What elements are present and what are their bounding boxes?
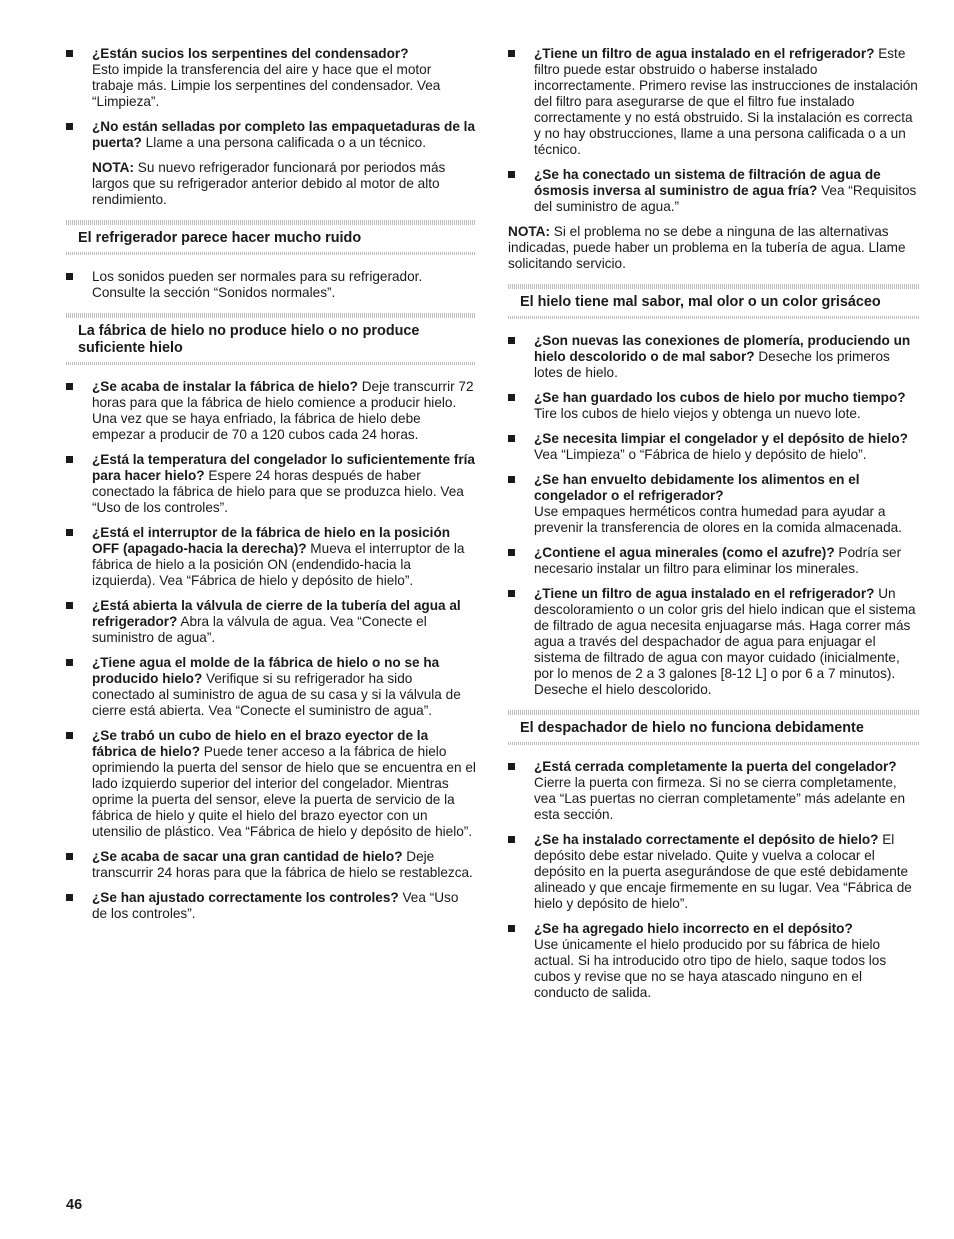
bullet-square-icon <box>66 273 73 280</box>
item-answer: Podría ser necesario instalar un filtro para eliminar los minerales. <box>534 545 902 576</box>
section-heading-block <box>508 284 920 319</box>
bullet-square-icon <box>508 50 515 57</box>
page-number: 46 <box>66 1197 83 1213</box>
item-answer: Vea “Uso de los controles”. <box>92 890 459 921</box>
bullet-item <box>508 390 920 422</box>
bullet-square-icon <box>508 337 515 344</box>
bullet-square-icon <box>66 659 73 666</box>
bullet-item <box>66 890 476 922</box>
item-answer: Llame a una persona calificada o a un técnico. <box>141 135 427 150</box>
bullet-item <box>66 655 476 719</box>
item-question: ¿No están selladas por completo las empaquetaduras de la puerta? <box>92 119 476 150</box>
item-question: ¿Están sucios los serpentines del condensador? <box>92 46 409 61</box>
item-answer: Este filtro puede estar obstruido o haberse instalado incorrectamente. Primero revise las instrucciones de instalación del filtro para asegurarse de que el filtro fue instalado correctamente y no está obstruido. Si la instalación es correcta y no hay obstrucciones, llame a una persona calificada o a un técnico. <box>534 46 918 157</box>
bullet-square-icon <box>66 383 73 390</box>
item-question: ¿Son nuevas las conexiones de plomería, produciendo un hielo descolorido o de mal sabor? <box>534 333 911 364</box>
bullet-square-icon <box>66 894 73 901</box>
bullet-square-icon <box>508 763 515 770</box>
note-label: NOTA: <box>92 160 135 175</box>
bullet-square-icon <box>508 549 515 556</box>
item-answer: Verifique si su refrigerador ha sido conectado al suministro de agua de su casa y si la válvula de cierre está abierta. Vea “Conecte el suministro de agua”. <box>92 671 461 718</box>
item-answer: Use empaques herméticos contra humedad para ayudar a prevenir la transferencia de olores en la comida almacenada. <box>534 504 902 535</box>
item-question: ¿Se han envuelto debidamente los alimentos en el congelador o el refrigerador? <box>534 472 860 503</box>
bullet-item <box>508 472 920 536</box>
item-answer: Abra la válvula de agua. Vea “Conecte el suministro de agua”. <box>92 614 427 645</box>
item-question: ¿Se necesita limpiar el congelador y el depósito de hielo? <box>534 431 908 446</box>
bullet-item <box>508 167 920 215</box>
item-answer: Tire los cubos de hielo viejos y obtenga un nuevo lote. <box>534 406 861 421</box>
bullet-item <box>66 598 476 646</box>
bullet-item <box>66 728 476 840</box>
bullet-square-icon <box>66 602 73 609</box>
bullet-item <box>508 333 920 381</box>
note-label: NOTA: <box>508 224 551 239</box>
bullet-square-icon <box>508 171 515 178</box>
section-heading-block <box>66 220 476 255</box>
item-question: ¿Se han ajustado correctamente los controles? <box>92 890 399 905</box>
bullet-square-icon <box>66 529 73 536</box>
item-answer: El depósito debe estar nivelado. Quite y vuelva a colocar el depósito en la puerta asegurándose de que esté debidamente alineado y que encaje firmemente en su lugar. Vea “Fábrica de hielo y depósito de hielo”. <box>534 832 912 911</box>
item-question: ¿Tiene un filtro de agua instalado en el refrigerador? <box>534 46 875 61</box>
bullet-square-icon <box>66 456 73 463</box>
bullet-item <box>508 586 920 698</box>
bullet-item <box>66 46 476 110</box>
item-answer: Cierre la puerta con firmeza. Si no se cierra completamente, vea “Las puertas no cierran completamente” más adelante en esta sección. <box>534 775 906 822</box>
section-heading: El hielo tiene mal sabor, mal olor o un color grisáceo <box>520 294 881 310</box>
bullet-square-icon <box>508 590 515 597</box>
item-answer: Mueva el interruptor de la fábrica de hielo a la posición ON (endendido-hacia la izquierda). Vea “Fábrica de hielo y depósito de hielo”. <box>92 541 465 588</box>
section-rule-bottom <box>66 252 476 255</box>
item-answer: Vea “Limpieza” o “Fábrica de hielo y depósito de hielo”. <box>534 447 867 462</box>
item-question: ¿Se ha instalado correctamente el depósito de hielo? <box>534 832 879 847</box>
item-answer: Los sonidos pueden ser normales para su refrigerador. Consulte la sección “Sonidos normales”. <box>92 269 423 300</box>
bullet-item <box>66 269 476 301</box>
bullet-square-icon <box>508 435 515 442</box>
section-rule-bottom <box>66 362 476 365</box>
section-heading-block <box>508 710 920 745</box>
item-answer: Espere 24 horas después de haber conectado la fábrica de hielo para que se produzca hielo. Vea “Uso de los controles”. <box>92 468 464 515</box>
item-answer: Deseche los primeros lotes de hielo. <box>534 349 890 380</box>
bullet-square-icon <box>508 476 515 483</box>
item-answer: Puede tener acceso a la fábrica de hielo oprimiendo la puerta del sensor de hielo que se encuentra en el lado izquierdo superior del interior del congelador. Mientras oprime la puerta del sensor, eleve la puerta de servicio de la fábrica de hielo y quite el hielo del brazo eyector con un utensilio de plástico. Vea “Fábrica de hielo y depósito de hielo”. <box>92 744 476 839</box>
item-question: ¿Está cerrada completamente la puerta del congelador? <box>534 759 897 774</box>
bullet-item <box>66 525 476 589</box>
section-heading-block <box>66 313 476 365</box>
bullet-square-icon <box>66 123 73 130</box>
bullet-item <box>508 545 920 577</box>
bullet-item <box>508 431 920 463</box>
item-question: ¿Está el interruptor de la fábrica de hielo en la posición OFF (apagado-hacia la derecha)? <box>92 525 451 556</box>
section-rule-bottom <box>508 742 920 745</box>
bullet-item <box>66 452 476 516</box>
bullet-square-icon <box>66 853 73 860</box>
item-question: ¿Se ha agregado hielo incorrecto en el depósito? <box>534 921 853 936</box>
bullet-item <box>66 119 476 151</box>
item-question: ¿Se acaba de sacar una gran cantidad de hielo? <box>92 849 403 864</box>
note-paragraph <box>66 160 476 208</box>
bullet-square-icon <box>66 732 73 739</box>
bullet-item <box>66 849 476 881</box>
section-heading: El despachador de hielo no funciona debidamente <box>520 720 864 736</box>
item-question: ¿Contiene el agua minerales (como el azufre)? <box>534 545 835 560</box>
item-answer: Vea “Requisitos del suministro de agua.” <box>534 183 917 214</box>
note-text: Su nuevo refrigerador funcionará por periodos más largos que su refrigerador anterior debido al motor de alto rendimiento. <box>92 160 446 207</box>
item-answer: Use únicamente el hielo producido por su fábrica de hielo actual. Si ha introducido otro tipo de hielo, saque todos los cubos y revise que no se haya atascado ninguno en el conducto de salida. <box>534 937 887 1000</box>
section-rule-bottom <box>508 316 920 319</box>
item-question: ¿Tiene un filtro de agua instalado en el refrigerador? <box>534 586 875 601</box>
item-answer: Un descoloramiento o un color gris del hielo indican que el sistema de filtrado de agua necesita enjuagarse más. Haga correr más agua a través del despachador de agua para enjuagar el sistema de filtrado de agua con mayor cuidado (inicialmente, por lo menos de 2 a 3 galones [8-12 L] o por 6 a 7 minutos). Deseche el hielo descolorido. <box>534 586 916 697</box>
note-paragraph <box>508 224 920 272</box>
left-column <box>66 46 476 931</box>
note-text: Si el problema no se debe a ninguna de las alternativas indicadas, puede haber un problema en la tubería de agua. Llame solicitando servicio. <box>508 224 906 271</box>
item-question: ¿Tiene agua el molde de la fábrica de hielo o no se ha producido hielo? <box>92 655 440 686</box>
bullet-item <box>508 921 920 1001</box>
item-question: ¿Está la temperatura del congelador lo suficientemente fría para hacer hielo? <box>92 452 475 483</box>
bullet-square-icon <box>66 50 73 57</box>
bullet-item <box>508 46 920 158</box>
bullet-square-icon <box>508 925 515 932</box>
item-question: ¿Se trabó un cubo de hielo en el brazo eyector de la fábrica de hielo? <box>92 728 429 759</box>
bullet-square-icon <box>508 836 515 843</box>
bullet-item <box>508 832 920 912</box>
bullet-item <box>508 759 920 823</box>
item-answer: Deje transcurrir 24 horas para que la fábrica de hielo se restablezca. <box>92 849 473 880</box>
bullet-square-icon <box>508 394 515 401</box>
item-answer: Deje transcurrir 72 horas para que la fábrica de hielo comience a producir hielo. Una vez que se haya enfriado, la fábrica de hielo debe empezar a producir de 70 a 120 cubos cada 24 horas. <box>92 379 474 442</box>
section-heading: El refrigerador parece hacer mucho ruido <box>78 230 362 246</box>
item-answer: Esto impide la transferencia del aire y hace que el motor trabaje más. Limpie los serpentines del condensador. Vea “Limpieza”. <box>92 62 441 109</box>
item-question: ¿Se ha conectado un sistema de filtración de agua de ósmosis inversa al suministro de agua fría? <box>534 167 881 198</box>
item-question: ¿Se acaba de instalar la fábrica de hielo? <box>92 379 358 394</box>
item-question: ¿Se han guardado los cubos de hielo por mucho tiempo? <box>534 390 906 405</box>
bullet-item <box>66 379 476 443</box>
right-column <box>508 46 920 1010</box>
section-heading: La fábrica de hielo no produce hielo o no produce suficiente hielo <box>78 323 420 356</box>
item-question: ¿Está abierta la válvula de cierre de la tubería del agua al refrigerador? <box>92 598 461 629</box>
